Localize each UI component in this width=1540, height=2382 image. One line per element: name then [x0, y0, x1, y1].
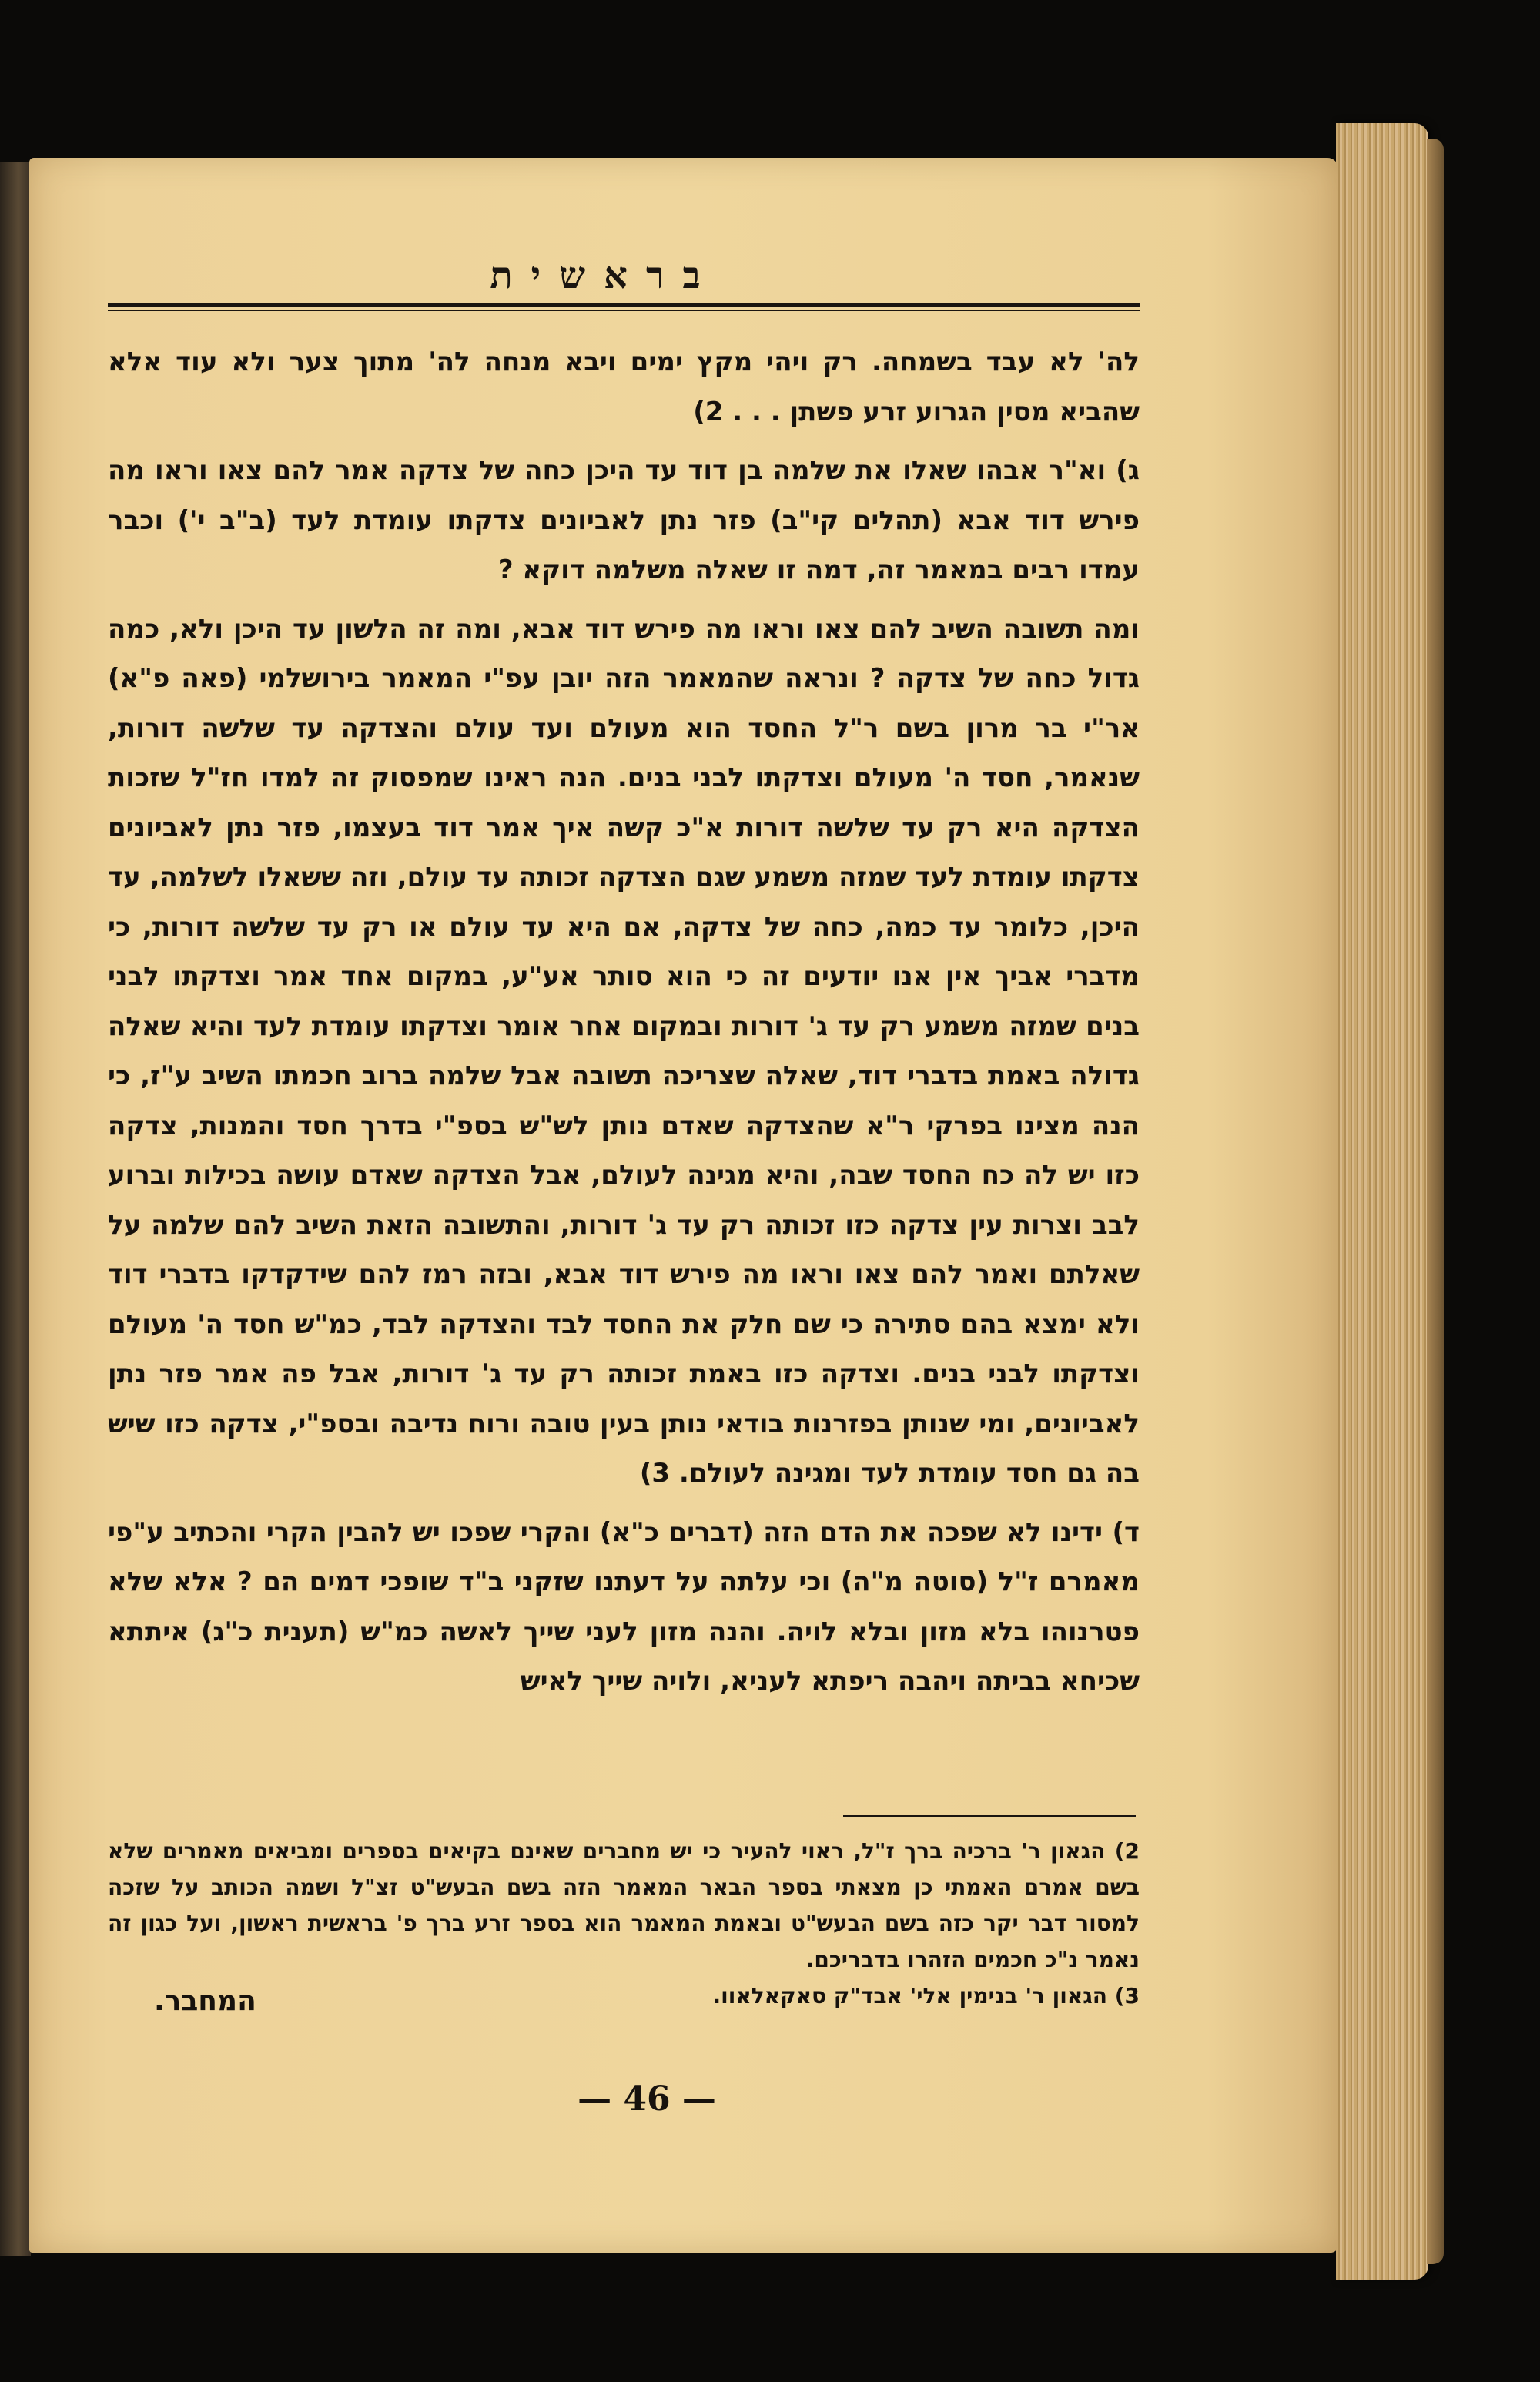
header-rule-thin	[108, 310, 1140, 311]
page-number: — 46 —	[578, 2079, 716, 2119]
header-rule-thick	[108, 303, 1140, 307]
footnotes-block	[108, 1833, 1140, 2014]
footnote: 3) הגאון ר' בנימין אלי' אבד"ק סאקאלאוו.	[712, 1983, 1140, 2008]
page-stack-edges	[1336, 123, 1428, 2280]
paragraph: לה' לא עבד בשמחה. רק ויהי מקץ ימים ויבא מנחה לה' מתוך צער ולא עוד אלא שהביא מסין הגרוע זרע פשתן . . . 2)	[108, 347, 1140, 427]
running-header: בראשית	[490, 254, 719, 297]
footnote: 2) הגאון ר' ברכיה ברך ז"ל, ראוי להעיר כי יש מחברים שאינם בקיאים בספרים ומביאים מאמרים שלא בשם אמרם האמתי כן מצאתי בספר הבאר המאמר הזה בשם הבעש"ט זצ"ל ושמה הכותב על שזכה למסור דבר יקר כזה בשם הבעש"ט ובאמת המאמר הוא בספר זרע ברך פ' בראשית ראשון, ועל כגון זה נאמר נ"כ חכמים הזהרו בדבריכם.	[108, 1838, 1140, 1972]
footnote-divider	[843, 1815, 1136, 1817]
book-spine-left	[0, 162, 31, 2256]
paragraph: ומה תשובה השיב להם צאו וראו מה פירש דוד אבא, ומה זה הלשון עד היכן ולא, כמה גדול כחה של צדקה ? ונראה שהמאמר הזה יובן עפ"י המאמר בירושלמי (פאה פ"א) אר"י בר מרון בשם ר"ל החסד הוא מעולם ועד עולם והצדקה עד שלשה דורות, שנאמר, חסד ה' מעולם וצדקתו לבני בנים. הנה ראינו שמפסוק זה למדו חז"ל שזכות הצדקה היא רק עד שלשה דורות א"כ קשה איך אמר דוד בעצמו, פזר נתן לאביונים צדקתו עומדת לעד שמזה משמע שגם הצדקה זכותה עד עולם, וזה ששאלו לשלמה, עד היכן, כלומר עד כמה, כחה של צדקה, אם היא עד עולם או רק עד שלשה דורות, כי מדברי אביך אין אנו יודעים זה כי הוא סותר אע"ע, במקום אחד אמר וצדקתו לבני בנים שמזה משמע רק עד ג' דורות ובמקום אחר אומר וצדקתו עומדת לעד והיא שאלה גדולה באמת בדברי דוד, שאלה שצריכה תשובה אבל שלמה ברוב חכמתו השיב ע"ז, כי הנה מצינו בפרקי ר"א שהצדקה שאדם נותן לש"ש בספ"י בדרך חסד והמנות, צדקה כזו יש לה כח החסד שבה, והיא מגינה לעולם, אבל הצדקה שאדם עושה בכילות וברוע לבב וצרות עין צדקה כזו זכותה רק עד ג' דורות, והתשובה הזאת השיב להם שלמה על שאלתם ואמר להם צאו וראו מה פירש דוד אבא, ובזה רמז להם שידקדקו בדברי דוד ולא ימצא בהם סתירה כי שם חלק את החסד לבד והצדקה לבד, כמ"ש חסד ה' מעולם וצדקתו לבני בנים. וצדקה כזו באמת זכותה רק עד ג' דורות, אבל פה אמר פזר נתן לאביונים, ומי שנותן בפזרנות בודאי נותן בעין טובה ורוח נדיבה ובספ"י, צדקה כזו שיש בה גם חסד עומדת לעד ומגינה לעולם. 3)	[108, 613, 1140, 1489]
main-text-block	[108, 337, 1140, 1716]
author-signature: המחבר.	[154, 1985, 256, 2017]
paragraph: ג) וא"ר אבהו שאלו את שלמה בן דוד עד היכן כחה של צדקה אמר להם צאו וראו מה פירש דוד אבא (תהלים קי"ב) פזר נתן לאביונים צדקתו עומדת לעד (ב"ב י') וכבר עמדו רבים במאמר זה, דמה זו שאלה משלמה דוקא ?	[108, 455, 1140, 585]
paragraph: ד) ידינו לא שפכה את הדם הזה (דברים כ"א) והקרי שפכו יש להבין הקרי והכתיב ע"פי מאמרם ז"ל (סוטה מ"ה) וכי עלתה על דעתנו שזקני ב"ד שופכי דמים הם ? אלא שלא פטרנוהו בלא מזון ובלא לויה. והנה מזון לעני שייך לאשה כמ"ש (תענית כ"ג) איתתא שכיחא בביתה ויהבה ריפתא לעניא, ולויה שייך לאיש	[108, 1516, 1140, 1697]
